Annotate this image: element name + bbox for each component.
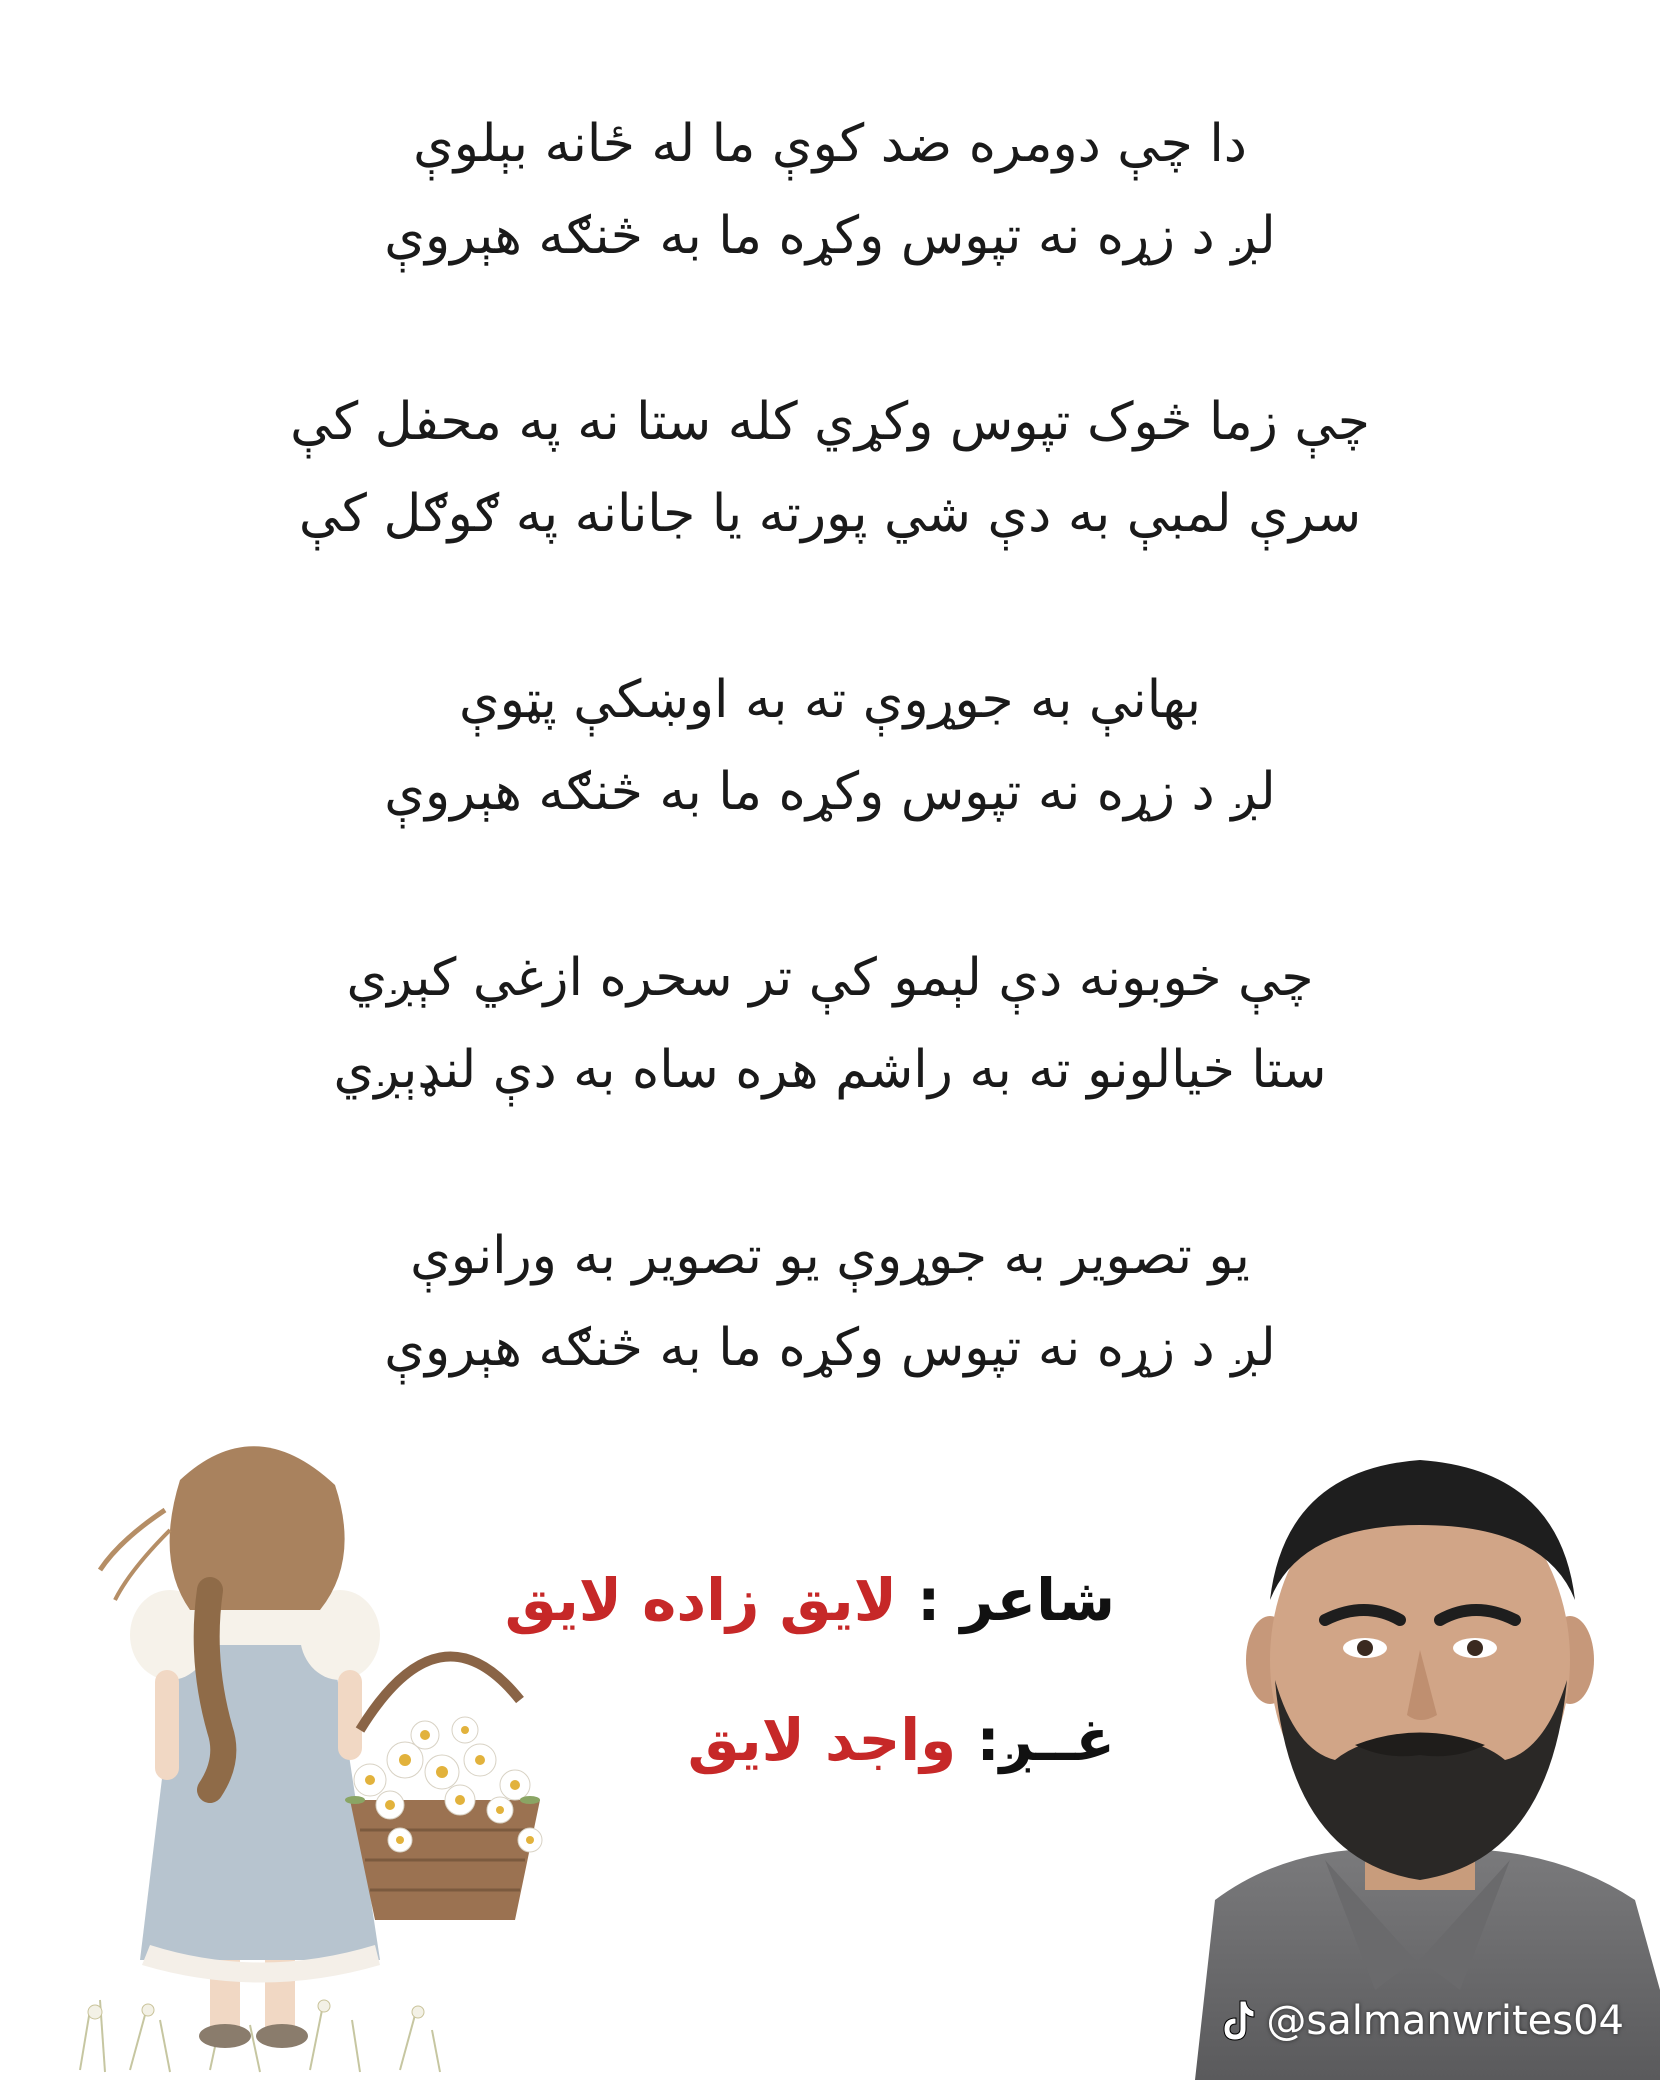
- poem-line: دا چې دومره ضد کوې ما له ځانه بېلوې: [413, 114, 1247, 174]
- poet-name: لایق زاده لایق: [504, 1566, 897, 1634]
- poem-line: سرې لمبې به دې شي پورته یا جانانه په ګوګل کې: [298, 484, 1362, 544]
- portrait-photo-bearded-man: [1175, 1430, 1660, 2080]
- credits: [495, 1530, 1115, 1810]
- poem-line: بهانې به جوړوې ته به اوښکې پټوې: [459, 670, 1201, 730]
- poem-line: ستا خیالونو ته به راشم هره ساه به دې لنډېږي: [333, 1040, 1327, 1100]
- watermark-handle: @salmanwrites04: [1266, 1998, 1624, 2044]
- poem-line: یو تصویر به جوړوې یو تصویر به ورانوې: [410, 1226, 1250, 1286]
- stanza-3: [0, 654, 1660, 838]
- voice-credit: [495, 1670, 1115, 1810]
- watermark: [1220, 1986, 1624, 2056]
- tiktok-icon: [1220, 1999, 1256, 2043]
- stanza-2: [0, 376, 1660, 560]
- stanza-1: [0, 98, 1660, 282]
- voice-label: غــږ:: [956, 1706, 1115, 1774]
- poet-label: شاعر :: [896, 1566, 1115, 1634]
- poet-credit: [495, 1530, 1115, 1670]
- stanza-5: [0, 1210, 1660, 1394]
- poem-line: چې خوبونه دې لېمو کې تر سحره ازغي کېږي: [346, 948, 1314, 1008]
- stanza-4: [0, 932, 1660, 1116]
- poem-line: چې زما څوک تپوس وکړي کله ستا نه په محفل کې: [290, 392, 1370, 452]
- poem-line: لږ د زړه نه تپوس وکړه ما به څنګه هېروې: [384, 1318, 1276, 1378]
- poem-line: لږ د زړه نه تپوس وکړه ما به څنګه هېروې: [384, 206, 1276, 266]
- poem-line: لږ د زړه نه تپوس وکړه ما به څنګه هېروې: [384, 762, 1276, 822]
- voice-name: واجد لایق: [687, 1706, 957, 1774]
